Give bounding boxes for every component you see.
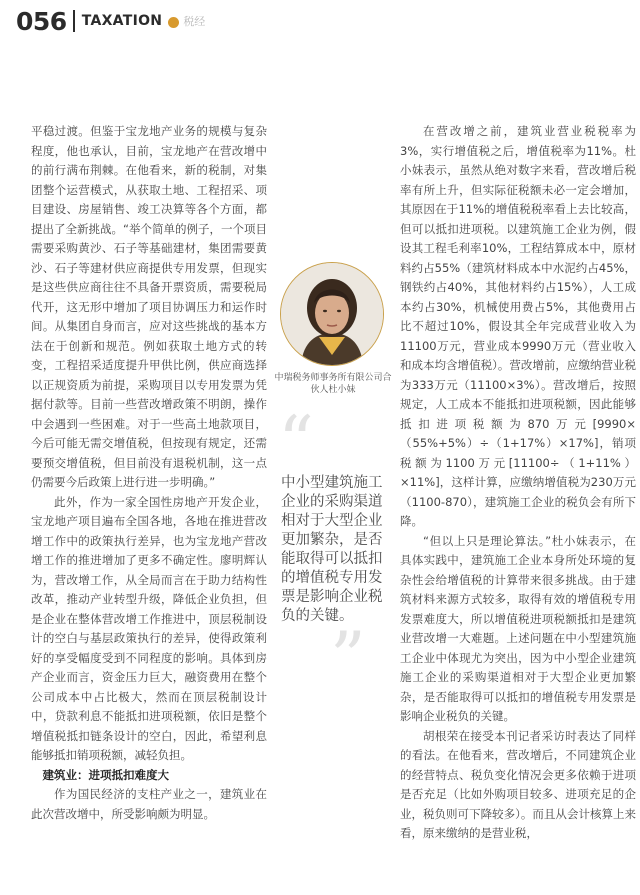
profile-caption: 中瑞税务师事务所有限公司合伙人杜小妹 — [274, 373, 392, 395]
article-paragraph: 在营改增之前，建筑业营业税税率为3%，实行增值税之后，增值税率为11%。杜小妹表示，虽然从绝对数字来看，营改增后税率有所上升，但实际征税额未必一定会增加，其原因在于11%的增值税税率看上去比较高，但可以抵扣进项税。以建筑施工企业为例，假设其工程毛利率10%，工程结算成本中，原材料约占55%（建筑材料成本中水泥约占45%，钢铁约占40%，其他材料约占15%），人工成本约占30%，机械使用费占5%，其他费用占比不超过10%，假设其全年完成营业收入为11100万元，营业成本9990万元（营业收入和成本均含增值税）。营改增前，应缴纳营业税为333万元（11100×3%）。营改增后，按照规定，人工成本不能抵扣进项税额，因此能够抵扣进项税额为870万元[9990×（55%+5%）÷（1+17%）×17%]，销项税额为1100万元[11100÷（1+11%）×11%]，这样计算，应缴纳增值税为230万元（1100-870），建筑施工企业的税负会有所下降。 — [400, 124, 636, 528]
close-quote-icon: ” — [330, 617, 366, 699]
profile-photo — [280, 262, 384, 366]
left-column — [31, 122, 267, 824]
article-paragraph: 作为国民经济的支柱产业之一，建筑业在此次营改增中，所受影响颇为明显。 — [31, 787, 267, 821]
page-number: 056 — [16, 6, 67, 36]
page-header — [16, 6, 205, 36]
article-paragraph: 胡根荣在接受本刊记者采访时表达了同样的看法。在他看来，营改增后，不同建筑企业的经营特点、税负变化情况会更多依赖于进项是否充足（比如外购项目较多、进项充足的企业，税负则可下降较多）。而且从会计核算上来看，原来缴纳的是营业税， — [400, 728, 636, 840]
open-quote-icon: “ — [278, 401, 314, 483]
article-paragraph: “但以上只是理论算法。”杜小妹表示，在具体实践中，建筑施工企业本身所处环境的复杂性会给增值税的计算带来很多挑战。由于建筑材料来源方式较多，取得有效的增值税专用发票难度大，所以增值税进项税额抵扣是建筑业营改增一大难题。上述问题在中小型建筑施工企业中体现尤为突出，因为中小型企业建筑施工企业的采购渠道相对于大型企业更加繁杂，是否能取得可以抵扣的增值税专用发票是影响企业税负的关键。 — [400, 533, 636, 723]
pull-quote: 中小型建筑施工企业的采购渠道相对于大型企业更加繁杂，是否能取得可以抵扣的增值税专用发票是影响企业税负的关键。 — [281, 475, 383, 624]
section-title: TAXATION — [81, 13, 163, 29]
section-dot-icon — [168, 17, 179, 28]
article-paragraph: 平稳过渡。但鉴于宝龙地产业务的规模与复杂程度，他也承认，目前，宝龙地产在营改增中的前行满布荆棘。在他看来，新的税制，对集团整个运营模式，从获取土地、工程招采、项目建设、房屋销售、竣工决算等各个方面，都提出了全新挑战。“举个简单的例子，一个项目需要采购黄沙、石子等基础建材，集团需要黄沙、石子等建材供应商提供专用发票，但现实是这些供应商往往不具备开票资质，需要税局代开，这无形中增加了项目协调压力和运作时间。从集团自身而言，应对这些挑战的基本方法在于创新和规范。例如获取土地方式的转变，工程招采适度提升甲供比例，供应商选择以正规资质为前提，采购项目以专用发票为凭据付款等。目前一些营改增政策不明朗，操作中会遇到一些困难。对于一些高土地款项目，今后可能无需交增值税，但按现有规定，还需要预交增值税，但目前没有退税机制，这一点仍需要今后政策上进行进一步明确。” — [31, 124, 267, 489]
section-title-cn: 税经 — [183, 15, 206, 28]
article-paragraph: 此外，作为一家全国性房地产开发企业，宝龙地产项目遍布全国各地，各地在推进营改增工作中的政策执行差异，也为宝龙地产营改增工作的推进增加了更多不确定性。廖明辉认为，营改增工作，从全局而言在于助力结构性改革，推动产业转型升级，降低企业负担，但是企业在整体营改增工作推进中，顶层税制设计的空白与基层政策执行的差异，使得政策利好的享受幅度受到不同程度的影响。具体到房产企业而言，资金压力巨大，融资费用在整个公司成本中占比极大，然而在顶层税制设计中，贷款利息不能抵扣进项税额，依旧是整个增值税抵扣链条设计的空白，因此，希望利息能够抵扣销项税额，减轻负担。 — [31, 494, 267, 762]
person-portrait-icon — [281, 263, 383, 365]
header-divider — [73, 10, 75, 32]
right-column — [400, 122, 636, 844]
article-subheading: 建筑业：进项抵扣难度大 — [42, 767, 169, 782]
